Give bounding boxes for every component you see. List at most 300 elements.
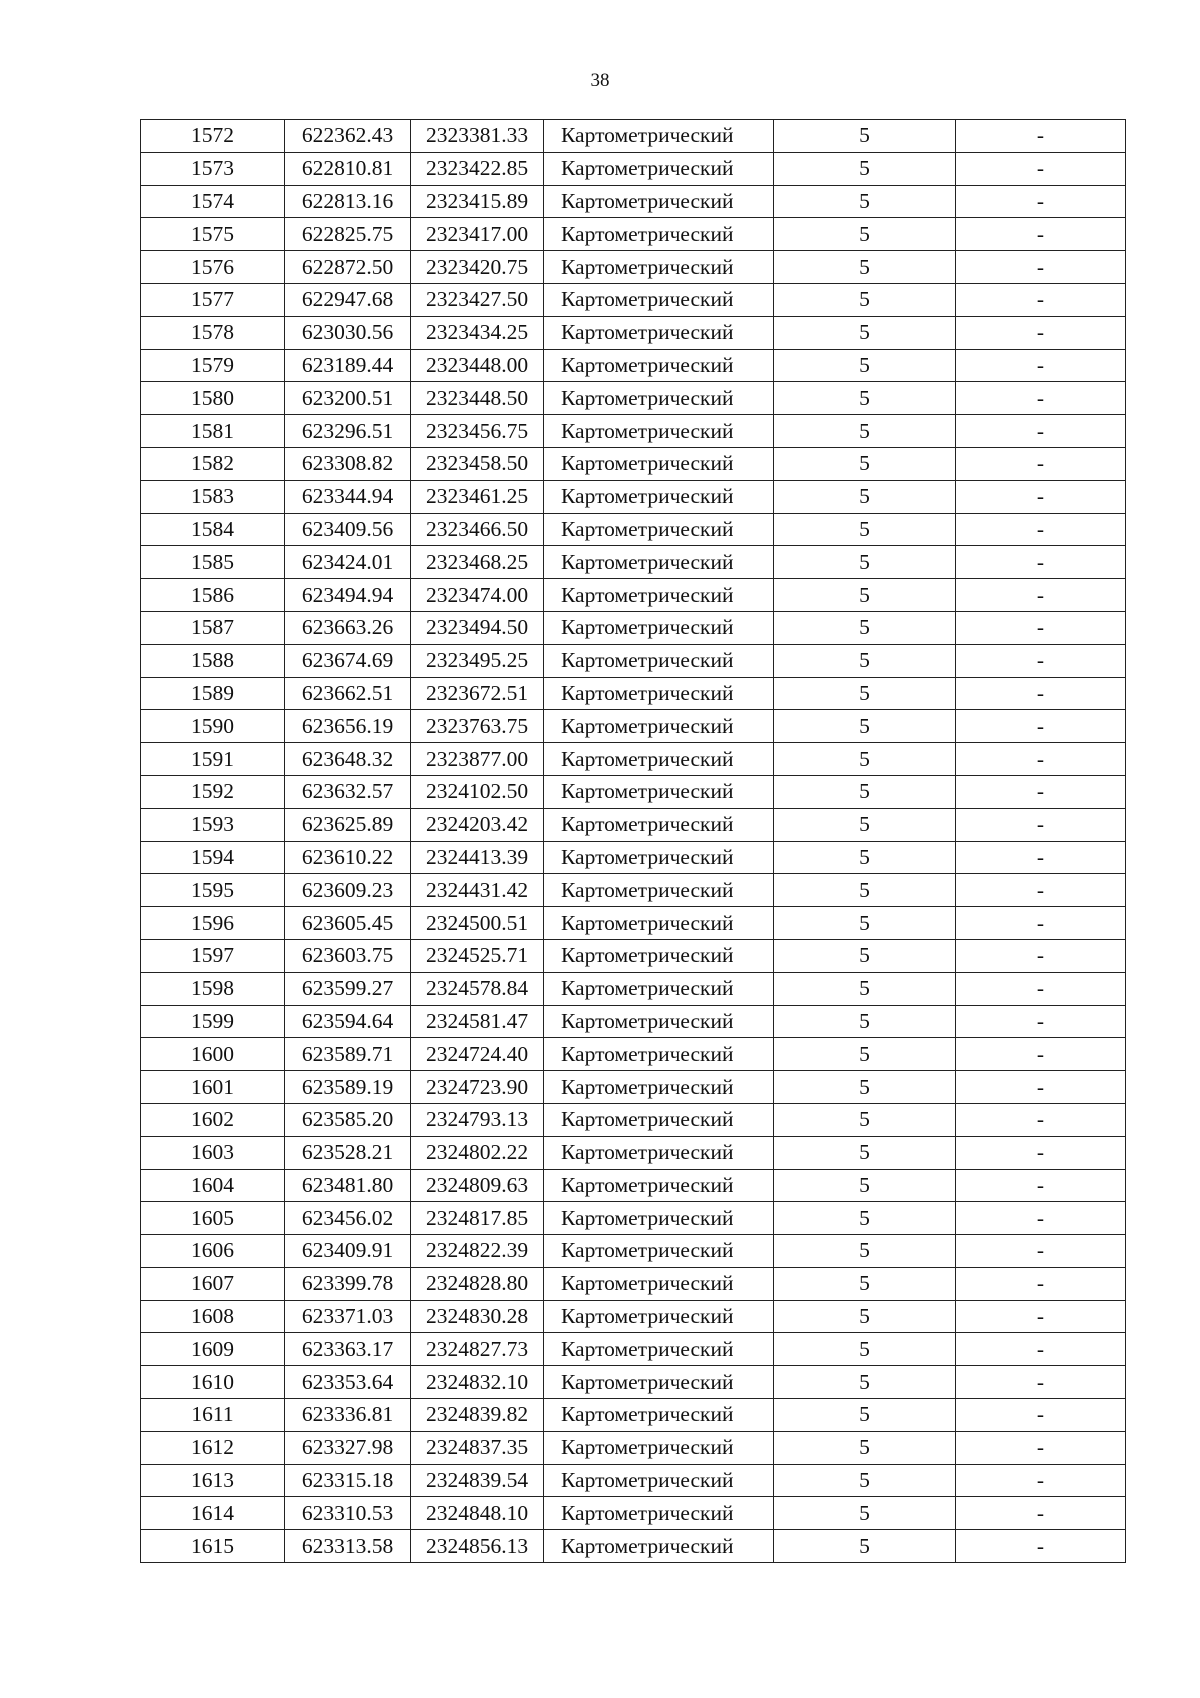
point-number-cell: 1614 — [141, 1497, 285, 1530]
method-cell: Картометрический — [544, 415, 774, 448]
point-number-cell: 1608 — [141, 1300, 285, 1333]
note-cell: - — [956, 480, 1126, 513]
point-number-cell: 1603 — [141, 1136, 285, 1169]
note-cell: - — [956, 1464, 1126, 1497]
x-coordinate-cell: 623310.53 — [285, 1497, 411, 1530]
table-row — [141, 841, 1126, 874]
accuracy-cell: 5 — [774, 152, 956, 185]
accuracy-cell: 5 — [774, 1202, 956, 1235]
x-coordinate-cell: 623424.01 — [285, 546, 411, 579]
point-number-cell: 1577 — [141, 283, 285, 316]
y-coordinate-cell: 2324581.47 — [411, 1005, 544, 1038]
table-row — [141, 1235, 1126, 1268]
point-number-cell: 1597 — [141, 939, 285, 972]
accuracy-cell: 5 — [774, 710, 956, 743]
point-number-cell: 1600 — [141, 1038, 285, 1071]
method-cell: Картометрический — [544, 1333, 774, 1366]
point-number-cell: 1592 — [141, 775, 285, 808]
x-coordinate-cell: 623674.69 — [285, 644, 411, 677]
table-row — [141, 1038, 1126, 1071]
method-cell: Картометрический — [544, 1267, 774, 1300]
x-coordinate-cell: 622825.75 — [285, 218, 411, 251]
table-row — [141, 611, 1126, 644]
accuracy-cell: 5 — [774, 579, 956, 612]
method-cell: Картометрический — [544, 1169, 774, 1202]
note-cell: - — [956, 1169, 1126, 1202]
accuracy-cell: 5 — [774, 120, 956, 153]
note-cell: - — [956, 611, 1126, 644]
method-cell: Картометрический — [544, 874, 774, 907]
table-row — [141, 1103, 1126, 1136]
table-row — [141, 1333, 1126, 1366]
table-row — [141, 1005, 1126, 1038]
method-cell: Картометрический — [544, 677, 774, 710]
accuracy-cell: 5 — [774, 1235, 956, 1268]
point-number-cell: 1613 — [141, 1464, 285, 1497]
table-row — [141, 480, 1126, 513]
note-cell: - — [956, 185, 1126, 218]
method-cell: Картометрический — [544, 808, 774, 841]
y-coordinate-cell: 2324203.42 — [411, 808, 544, 841]
y-coordinate-cell: 2323672.51 — [411, 677, 544, 710]
table-row — [141, 120, 1126, 153]
method-cell: Картометрический — [544, 841, 774, 874]
y-coordinate-cell: 2324832.10 — [411, 1366, 544, 1399]
y-coordinate-cell: 2323474.00 — [411, 579, 544, 612]
table-row — [141, 415, 1126, 448]
point-number-cell: 1587 — [141, 611, 285, 644]
table-row — [141, 1399, 1126, 1432]
accuracy-cell: 5 — [774, 1169, 956, 1202]
method-cell: Картометрический — [544, 1103, 774, 1136]
point-number-cell: 1588 — [141, 644, 285, 677]
y-coordinate-cell: 2323420.75 — [411, 251, 544, 284]
accuracy-cell: 5 — [774, 1267, 956, 1300]
y-coordinate-cell: 2323458.50 — [411, 447, 544, 480]
method-cell: Картометрический — [544, 152, 774, 185]
y-coordinate-cell: 2323427.50 — [411, 283, 544, 316]
accuracy-cell: 5 — [774, 644, 956, 677]
accuracy-cell: 5 — [774, 283, 956, 316]
y-coordinate-cell: 2323494.50 — [411, 611, 544, 644]
method-cell: Картометрический — [544, 251, 774, 284]
x-coordinate-cell: 622947.68 — [285, 283, 411, 316]
point-number-cell: 1590 — [141, 710, 285, 743]
table-row — [141, 710, 1126, 743]
table-row — [141, 972, 1126, 1005]
point-number-cell: 1591 — [141, 743, 285, 776]
table-row — [141, 316, 1126, 349]
coordinates-table-body — [141, 120, 1126, 1563]
table-row — [141, 1431, 1126, 1464]
x-coordinate-cell: 623327.98 — [285, 1431, 411, 1464]
accuracy-cell: 5 — [774, 382, 956, 415]
table-row — [141, 775, 1126, 808]
point-number-cell: 1610 — [141, 1366, 285, 1399]
y-coordinate-cell: 2323417.00 — [411, 218, 544, 251]
point-number-cell: 1583 — [141, 480, 285, 513]
accuracy-cell: 5 — [774, 1005, 956, 1038]
point-number-cell: 1605 — [141, 1202, 285, 1235]
accuracy-cell: 5 — [774, 349, 956, 382]
table-row — [141, 579, 1126, 612]
y-coordinate-cell: 2324578.84 — [411, 972, 544, 1005]
note-cell: - — [956, 743, 1126, 776]
x-coordinate-cell: 623456.02 — [285, 1202, 411, 1235]
accuracy-cell: 5 — [774, 218, 956, 251]
point-number-cell: 1584 — [141, 513, 285, 546]
coordinates-table — [140, 119, 1126, 1563]
y-coordinate-cell: 2323448.00 — [411, 349, 544, 382]
point-number-cell: 1615 — [141, 1530, 285, 1563]
method-cell: Картометрический — [544, 185, 774, 218]
x-coordinate-cell: 623609.23 — [285, 874, 411, 907]
y-coordinate-cell: 2323434.25 — [411, 316, 544, 349]
y-coordinate-cell: 2324431.42 — [411, 874, 544, 907]
method-cell: Картометрический — [544, 218, 774, 251]
x-coordinate-cell: 623409.91 — [285, 1235, 411, 1268]
note-cell: - — [956, 1038, 1126, 1071]
note-cell: - — [956, 1071, 1126, 1104]
y-coordinate-cell: 2324723.90 — [411, 1071, 544, 1104]
method-cell: Картометрический — [544, 1038, 774, 1071]
y-coordinate-cell: 2324500.51 — [411, 907, 544, 940]
note-cell: - — [956, 1202, 1126, 1235]
accuracy-cell: 5 — [774, 185, 956, 218]
note-cell: - — [956, 1300, 1126, 1333]
accuracy-cell: 5 — [774, 1464, 956, 1497]
method-cell: Картометрический — [544, 1136, 774, 1169]
note-cell: - — [956, 1366, 1126, 1399]
method-cell: Картометрический — [544, 644, 774, 677]
y-coordinate-cell: 2323415.89 — [411, 185, 544, 218]
y-coordinate-cell: 2323877.00 — [411, 743, 544, 776]
accuracy-cell: 5 — [774, 874, 956, 907]
method-cell: Картометрический — [544, 1530, 774, 1563]
note-cell: - — [956, 775, 1126, 808]
accuracy-cell: 5 — [774, 546, 956, 579]
method-cell: Картометрический — [544, 1366, 774, 1399]
y-coordinate-cell: 2324817.85 — [411, 1202, 544, 1235]
accuracy-cell: 5 — [774, 447, 956, 480]
table-row — [141, 513, 1126, 546]
table-row — [141, 382, 1126, 415]
x-coordinate-cell: 623494.94 — [285, 579, 411, 612]
note-cell: - — [956, 644, 1126, 677]
x-coordinate-cell: 623599.27 — [285, 972, 411, 1005]
accuracy-cell: 5 — [774, 1431, 956, 1464]
method-cell: Картометрический — [544, 907, 774, 940]
accuracy-cell: 5 — [774, 1366, 956, 1399]
note-cell: - — [956, 907, 1126, 940]
table-row — [141, 218, 1126, 251]
table-row — [141, 1169, 1126, 1202]
point-number-cell: 1612 — [141, 1431, 285, 1464]
point-number-cell: 1601 — [141, 1071, 285, 1104]
method-cell: Картометрический — [544, 579, 774, 612]
accuracy-cell: 5 — [774, 972, 956, 1005]
method-cell: Картометрический — [544, 972, 774, 1005]
y-coordinate-cell: 2324837.35 — [411, 1431, 544, 1464]
method-cell: Картометрический — [544, 1464, 774, 1497]
y-coordinate-cell: 2324839.54 — [411, 1464, 544, 1497]
x-coordinate-cell: 623610.22 — [285, 841, 411, 874]
y-coordinate-cell: 2324802.22 — [411, 1136, 544, 1169]
note-cell: - — [956, 841, 1126, 874]
point-number-cell: 1594 — [141, 841, 285, 874]
accuracy-cell: 5 — [774, 1497, 956, 1530]
point-number-cell: 1573 — [141, 152, 285, 185]
x-coordinate-cell: 623344.94 — [285, 480, 411, 513]
table-row — [141, 677, 1126, 710]
x-coordinate-cell: 623594.64 — [285, 1005, 411, 1038]
accuracy-cell: 5 — [774, 611, 956, 644]
y-coordinate-cell: 2324102.50 — [411, 775, 544, 808]
table-row — [141, 152, 1126, 185]
y-coordinate-cell: 2323763.75 — [411, 710, 544, 743]
accuracy-cell: 5 — [774, 677, 956, 710]
y-coordinate-cell: 2323381.33 — [411, 120, 544, 153]
point-number-cell: 1579 — [141, 349, 285, 382]
x-coordinate-cell: 622810.81 — [285, 152, 411, 185]
point-number-cell: 1575 — [141, 218, 285, 251]
x-coordinate-cell: 623481.80 — [285, 1169, 411, 1202]
method-cell: Картометрический — [544, 513, 774, 546]
table-row — [141, 1366, 1126, 1399]
point-number-cell: 1578 — [141, 316, 285, 349]
table-row — [141, 447, 1126, 480]
accuracy-cell: 5 — [774, 1399, 956, 1432]
y-coordinate-cell: 2324839.82 — [411, 1399, 544, 1432]
table-row — [141, 907, 1126, 940]
method-cell: Картометрический — [544, 1071, 774, 1104]
accuracy-cell: 5 — [774, 1333, 956, 1366]
note-cell: - — [956, 1103, 1126, 1136]
accuracy-cell: 5 — [774, 743, 956, 776]
accuracy-cell: 5 — [774, 907, 956, 940]
note-cell: - — [956, 283, 1126, 316]
x-coordinate-cell: 623189.44 — [285, 349, 411, 382]
x-coordinate-cell: 623353.64 — [285, 1366, 411, 1399]
note-cell: - — [956, 415, 1126, 448]
accuracy-cell: 5 — [774, 1071, 956, 1104]
x-coordinate-cell: 623605.45 — [285, 907, 411, 940]
y-coordinate-cell: 2323461.25 — [411, 480, 544, 513]
note-cell: - — [956, 1497, 1126, 1530]
method-cell: Картометрический — [544, 120, 774, 153]
method-cell: Картометрический — [544, 1235, 774, 1268]
point-number-cell: 1589 — [141, 677, 285, 710]
x-coordinate-cell: 623589.19 — [285, 1071, 411, 1104]
x-coordinate-cell: 623315.18 — [285, 1464, 411, 1497]
accuracy-cell: 5 — [774, 1300, 956, 1333]
accuracy-cell: 5 — [774, 775, 956, 808]
x-coordinate-cell: 623625.89 — [285, 808, 411, 841]
y-coordinate-cell: 2324724.40 — [411, 1038, 544, 1071]
accuracy-cell: 5 — [774, 415, 956, 448]
note-cell: - — [956, 382, 1126, 415]
note-cell: - — [956, 1005, 1126, 1038]
method-cell: Картометрический — [544, 546, 774, 579]
table-row — [141, 349, 1126, 382]
table-row — [141, 1300, 1126, 1333]
note-cell: - — [956, 874, 1126, 907]
accuracy-cell: 5 — [774, 1136, 956, 1169]
accuracy-cell: 5 — [774, 1530, 956, 1563]
y-coordinate-cell: 2324856.13 — [411, 1530, 544, 1563]
y-coordinate-cell: 2323422.85 — [411, 152, 544, 185]
method-cell: Картометрический — [544, 316, 774, 349]
note-cell: - — [956, 1235, 1126, 1268]
point-number-cell: 1595 — [141, 874, 285, 907]
method-cell: Картометрический — [544, 382, 774, 415]
x-coordinate-cell: 622813.16 — [285, 185, 411, 218]
accuracy-cell: 5 — [774, 939, 956, 972]
point-number-cell: 1599 — [141, 1005, 285, 1038]
note-cell: - — [956, 1333, 1126, 1366]
note-cell: - — [956, 939, 1126, 972]
note-cell: - — [956, 349, 1126, 382]
x-coordinate-cell: 623648.32 — [285, 743, 411, 776]
note-cell: - — [956, 1530, 1126, 1563]
method-cell: Картометрический — [544, 1005, 774, 1038]
y-coordinate-cell: 2324809.63 — [411, 1169, 544, 1202]
note-cell: - — [956, 513, 1126, 546]
table-row — [141, 1464, 1126, 1497]
table-row — [141, 1267, 1126, 1300]
table-row — [141, 874, 1126, 907]
accuracy-cell: 5 — [774, 841, 956, 874]
point-number-cell: 1585 — [141, 546, 285, 579]
table-row — [141, 251, 1126, 284]
point-number-cell: 1580 — [141, 382, 285, 415]
point-number-cell: 1607 — [141, 1267, 285, 1300]
table-row — [141, 185, 1126, 218]
method-cell: Картометрический — [544, 1300, 774, 1333]
x-coordinate-cell: 623363.17 — [285, 1333, 411, 1366]
y-coordinate-cell: 2323468.25 — [411, 546, 544, 579]
method-cell: Картометрический — [544, 611, 774, 644]
x-coordinate-cell: 623200.51 — [285, 382, 411, 415]
table-row — [141, 1202, 1126, 1235]
x-coordinate-cell: 623663.26 — [285, 611, 411, 644]
y-coordinate-cell: 2323466.50 — [411, 513, 544, 546]
y-coordinate-cell: 2324525.71 — [411, 939, 544, 972]
note-cell: - — [956, 1431, 1126, 1464]
accuracy-cell: 5 — [774, 480, 956, 513]
y-coordinate-cell: 2323456.75 — [411, 415, 544, 448]
point-number-cell: 1586 — [141, 579, 285, 612]
point-number-cell: 1611 — [141, 1399, 285, 1432]
x-coordinate-cell: 623632.57 — [285, 775, 411, 808]
x-coordinate-cell: 623399.78 — [285, 1267, 411, 1300]
x-coordinate-cell: 623030.56 — [285, 316, 411, 349]
table-row — [141, 1530, 1126, 1563]
accuracy-cell: 5 — [774, 513, 956, 546]
y-coordinate-cell: 2323495.25 — [411, 644, 544, 677]
note-cell: - — [956, 1136, 1126, 1169]
point-number-cell: 1572 — [141, 120, 285, 153]
method-cell: Картометрический — [544, 743, 774, 776]
table-row — [141, 743, 1126, 776]
table-row — [141, 546, 1126, 579]
note-cell: - — [956, 152, 1126, 185]
point-number-cell: 1606 — [141, 1235, 285, 1268]
table-row — [141, 939, 1126, 972]
x-coordinate-cell: 623528.21 — [285, 1136, 411, 1169]
x-coordinate-cell: 623308.82 — [285, 447, 411, 480]
x-coordinate-cell: 622362.43 — [285, 120, 411, 153]
point-number-cell: 1602 — [141, 1103, 285, 1136]
method-cell: Картометрический — [544, 1497, 774, 1530]
x-coordinate-cell: 623662.51 — [285, 677, 411, 710]
note-cell: - — [956, 710, 1126, 743]
accuracy-cell: 5 — [774, 1038, 956, 1071]
accuracy-cell: 5 — [774, 251, 956, 284]
x-coordinate-cell: 623603.75 — [285, 939, 411, 972]
note-cell: - — [956, 447, 1126, 480]
method-cell: Картометрический — [544, 939, 774, 972]
y-coordinate-cell: 2324413.39 — [411, 841, 544, 874]
y-coordinate-cell: 2323448.50 — [411, 382, 544, 415]
method-cell: Картометрический — [544, 447, 774, 480]
y-coordinate-cell: 2324848.10 — [411, 1497, 544, 1530]
x-coordinate-cell: 623409.56 — [285, 513, 411, 546]
note-cell: - — [956, 1399, 1126, 1432]
note-cell: - — [956, 972, 1126, 1005]
table-row — [141, 644, 1126, 677]
point-number-cell: 1604 — [141, 1169, 285, 1202]
x-coordinate-cell: 623296.51 — [285, 415, 411, 448]
page-number: 38 — [590, 70, 610, 91]
point-number-cell: 1576 — [141, 251, 285, 284]
y-coordinate-cell: 2324830.28 — [411, 1300, 544, 1333]
accuracy-cell: 5 — [774, 808, 956, 841]
table-row — [141, 1136, 1126, 1169]
method-cell: Картометрический — [544, 710, 774, 743]
method-cell: Картометрический — [544, 1399, 774, 1432]
method-cell: Картометрический — [544, 283, 774, 316]
note-cell: - — [956, 546, 1126, 579]
y-coordinate-cell: 2324822.39 — [411, 1235, 544, 1268]
note-cell: - — [956, 808, 1126, 841]
method-cell: Картометрический — [544, 349, 774, 382]
x-coordinate-cell: 623656.19 — [285, 710, 411, 743]
point-number-cell: 1582 — [141, 447, 285, 480]
note-cell: - — [956, 218, 1126, 251]
y-coordinate-cell: 2324827.73 — [411, 1333, 544, 1366]
accuracy-cell: 5 — [774, 1103, 956, 1136]
table-row — [141, 808, 1126, 841]
point-number-cell: 1609 — [141, 1333, 285, 1366]
y-coordinate-cell: 2324793.13 — [411, 1103, 544, 1136]
accuracy-cell: 5 — [774, 316, 956, 349]
note-cell: - — [956, 677, 1126, 710]
x-coordinate-cell: 623371.03 — [285, 1300, 411, 1333]
note-cell: - — [956, 316, 1126, 349]
x-coordinate-cell: 623589.71 — [285, 1038, 411, 1071]
x-coordinate-cell: 623313.58 — [285, 1530, 411, 1563]
table-row — [141, 1497, 1126, 1530]
x-coordinate-cell: 623336.81 — [285, 1399, 411, 1432]
y-coordinate-cell: 2324828.80 — [411, 1267, 544, 1300]
method-cell: Картометрический — [544, 1431, 774, 1464]
note-cell: - — [956, 251, 1126, 284]
table-row — [141, 283, 1126, 316]
method-cell: Картометрический — [544, 775, 774, 808]
note-cell: - — [956, 579, 1126, 612]
point-number-cell: 1574 — [141, 185, 285, 218]
